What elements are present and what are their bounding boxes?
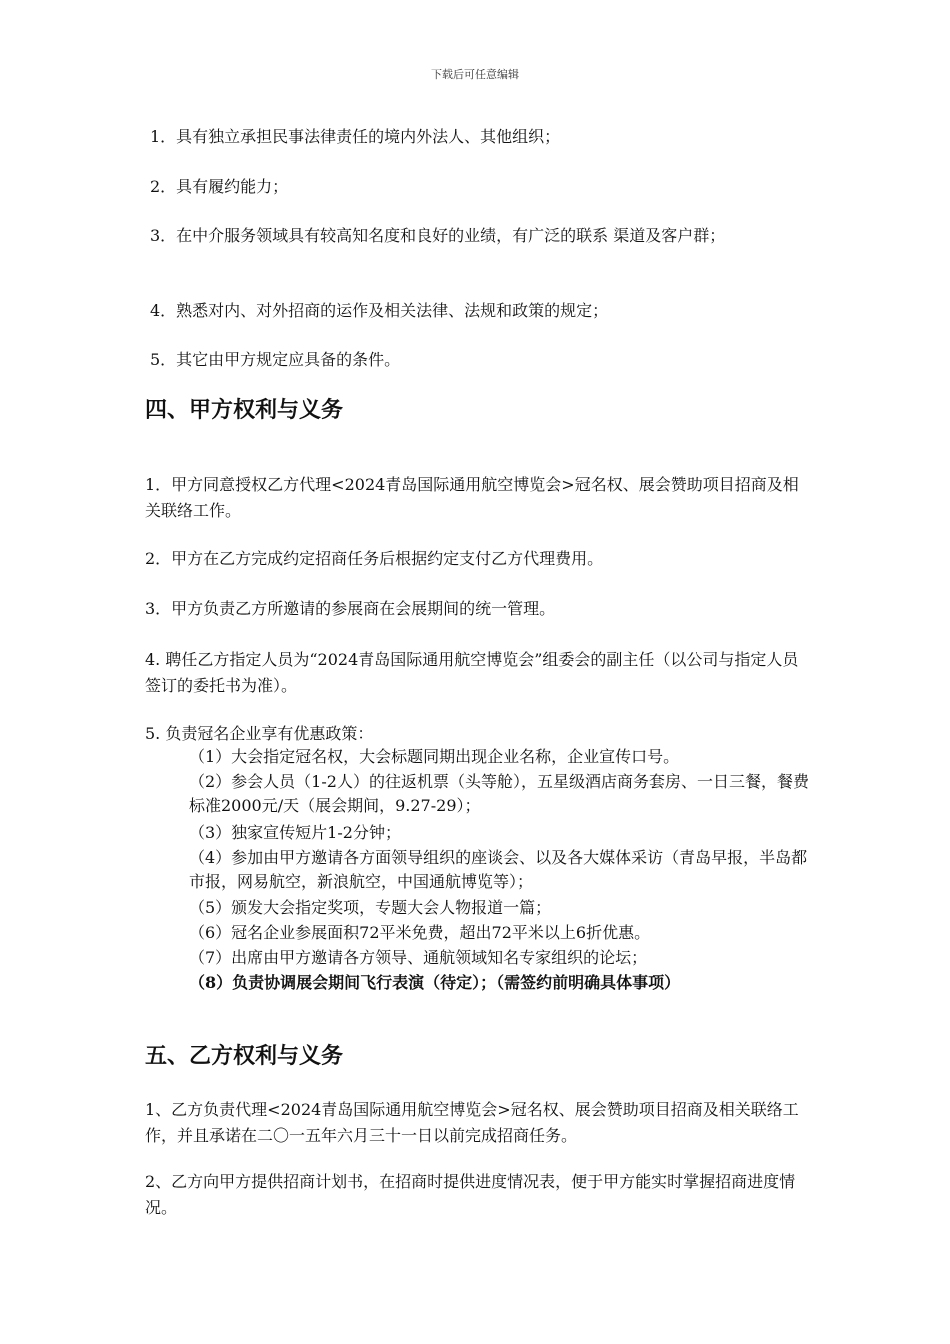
section-heading: 五、乙方权利与义务 (145, 1044, 344, 1069)
sub-list-item: （3）独家宣传短片1-2分钟； (189, 823, 401, 842)
page-header: 下载后可任意编辑 (431, 68, 519, 81)
sub-list-item: （7）出席由甲方邀请各方领导、通航领域知名专家组织的论坛； (189, 948, 648, 967)
list-item: 1、乙方负责代理<2024青岛国际通用航空博览会>冠名权、展会赞助项目招商及相关联络工作，并且承诺在二〇一五年六月三十一日以前完成招商任务。 (145, 1100, 799, 1145)
section-heading: 四、甲方权利与义务 (145, 398, 344, 423)
list-item: 2．甲方在乙方完成约定招商任务后根据约定支付乙方代理费用。 (145, 549, 604, 568)
sub-list-item: （2）参会人员（1-2人）的往返机票（头等舱），五星级酒店商务套房、一日三餐，餐费标准2000元/天（展会期间，9.27-29）； (189, 772, 809, 815)
sub-list-item: （1）大会指定冠名权，大会标题同期出现企业名称，企业宣传口号。 (189, 747, 680, 766)
list-item: 3．甲方负责乙方所邀请的参展商在会展期间的统一管理。 (145, 599, 556, 618)
sub-list-item: （6）冠名企业参展面积72平米免费，超出72平米以上6折优惠。 (189, 923, 651, 942)
list-item: 5．其它由甲方规定应具备的条件。 (150, 350, 401, 369)
list-item: 3．在中介服务领域具有较高知名度和良好的业绩，有广泛的联系 渠道及客户群； (150, 226, 726, 245)
sub-list-item: （5）颁发大会指定奖项，专题大会人物报道一篇； (189, 898, 552, 917)
list-item: 2．具有履约能力； (150, 177, 289, 196)
list-item: 1．甲方同意授权乙方代理<2024青岛国际通用航空博览会>冠名权、展会赞助项目招商及相关联络工作。 (145, 475, 799, 520)
list-item: 1．具有独立承担民事法律责任的境内外法人、其他组织； (150, 127, 561, 146)
list-item: 4. 聘任乙方指定人员为“2024青岛国际通用航空博览会”组委会的副主任（以公司与指定人员签订的委托书为准）。 (145, 650, 799, 695)
sub-list-item-bold: （8）负责协调展会期间飞行表演（待定）；（需签约前明确具体事项） (189, 973, 681, 992)
list-item: 5. 负责冠名企业享有优惠政策： (145, 724, 374, 743)
list-item: 2、乙方向甲方提供招商计划书，在招商时提供进度情况表，便于甲方能实时掌握招商进度情况。 (145, 1172, 796, 1217)
sub-list-item: （4）参加由甲方邀请各方面领导组织的座谈会、以及各大媒体采访（青岛早报，半岛都市报，网易航空，新浪航空，中国通航博览等）； (189, 848, 808, 891)
list-item: 4．熟悉对内、对外招商的运作及相关法律、法规和政策的规定； (150, 301, 609, 320)
